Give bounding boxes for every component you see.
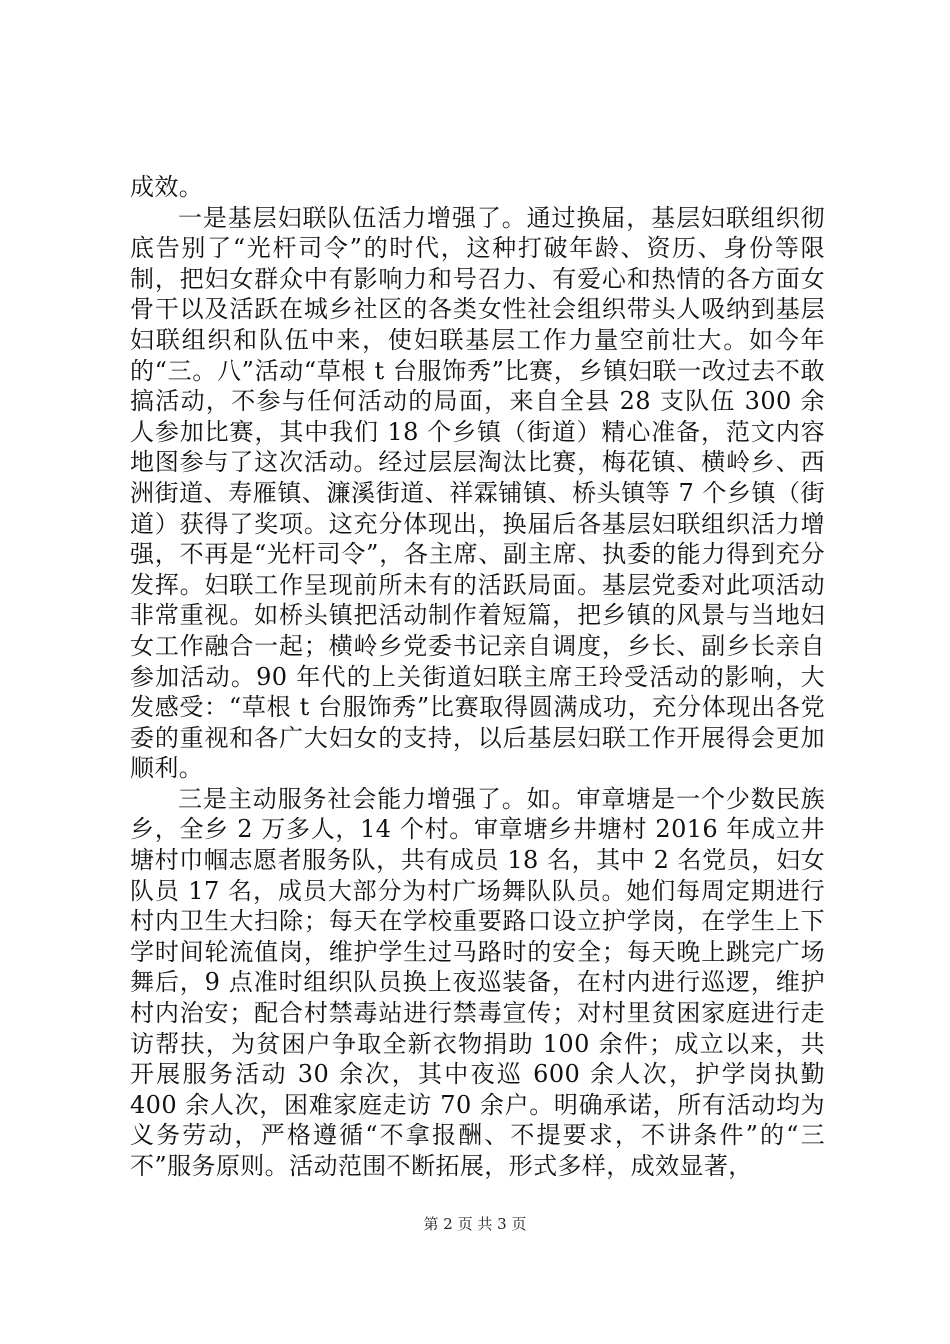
paragraph-2: 一是基层妇联队伍活力增强了。通过换届，基层妇联组织彻底告别了“光杆司令”的时代，这种打破年龄、资历、身份等限制，把妇女群众中有影响力和号召力、有爱心和热情的各方面女骨干以及活跃在城乡社区的各类女性社会组织带头人吸纳到基层妇联组织和队伍中来，使妇联基层工作力量空前壮大。如今年的“三。八”活动“草根 t 台服饰秀”比赛，乡镇妇联一改过去不敢搞活动，不参与任何活动的局面，来自全县 28 支队伍 300 余人参加比赛，其中我们 18 个乡镇（街道）精心准备，范文内容地图参与了这次活动。经过层层淘汰比赛，梅花镇、横岭乡、西洲街道、寿雁镇、濂溪街道、祥霖铺镇、桥头镇等 7 个乡镇（街道）获得了奖项。这充分体现出，换届后各基层妇联组织活力增强，不再是“光杆司令”，各主席、副主席、执委的能力得到充分发挥。妇联工作呈现前所未有的活跃局面。基层党委对此项活动非常重视。如桥头镇把活动制作着短篇，把乡镇的风景与当地妇女工作融合一起；横岭乡党委书记亲自调度，乡长、副乡长亲自参加活动。90 年代的上关街道妇联主席王玲受活动的影响，大发感受：“草根 t 台服饰秀”比赛取得圆满成功，充分体现出各党委的重视和各广大妇女的支持，以后基层妇联工作开展得会更加顺利。 <box>130 203 825 783</box>
paragraph-3: 三是主动服务社会能力增强了。如。审章塘是一个少数民族乡，全乡 2 万多人，14 个村。审章塘乡井塘村 2016 年成立井塘村巾帼志愿者服务队，共有成员 18 名，其中 2 名党员，妇女队员 17 名，成员大部分为村广场舞队队员。她们每周定期进行村内卫生大扫除；每天在学校重要路口设立护学岗，在学生上下学时间轮流值岗，维护学生过马路时的安全；每天晚上跳完广场舞后，9 点准时组织队员换上夜巡装备，在村内进行巡逻，维护村内治安；配合村禁毒站进行禁毒宣传；对村里贫困家庭进行走访帮扶，为贫困户争取全新衣物捐助 100 余件；成立以来，共开展服务活动 30 余次，其中夜巡 600 余人次，护学岗执勤 400 余人次，困难家庭走访 70 余户。明确承诺，所有活动均为义务劳动，严格遵循“不拿报酬、不提要求，不讲条件”的“三不”服务原则。活动范围不断拓展，形式多样，成效显著， <box>130 784 825 1180</box>
document-body <box>130 172 825 1182</box>
page-footer: 第 2 页 共 3 页 <box>423 1215 527 1233</box>
paragraph-1: 成效。 <box>130 173 204 201</box>
